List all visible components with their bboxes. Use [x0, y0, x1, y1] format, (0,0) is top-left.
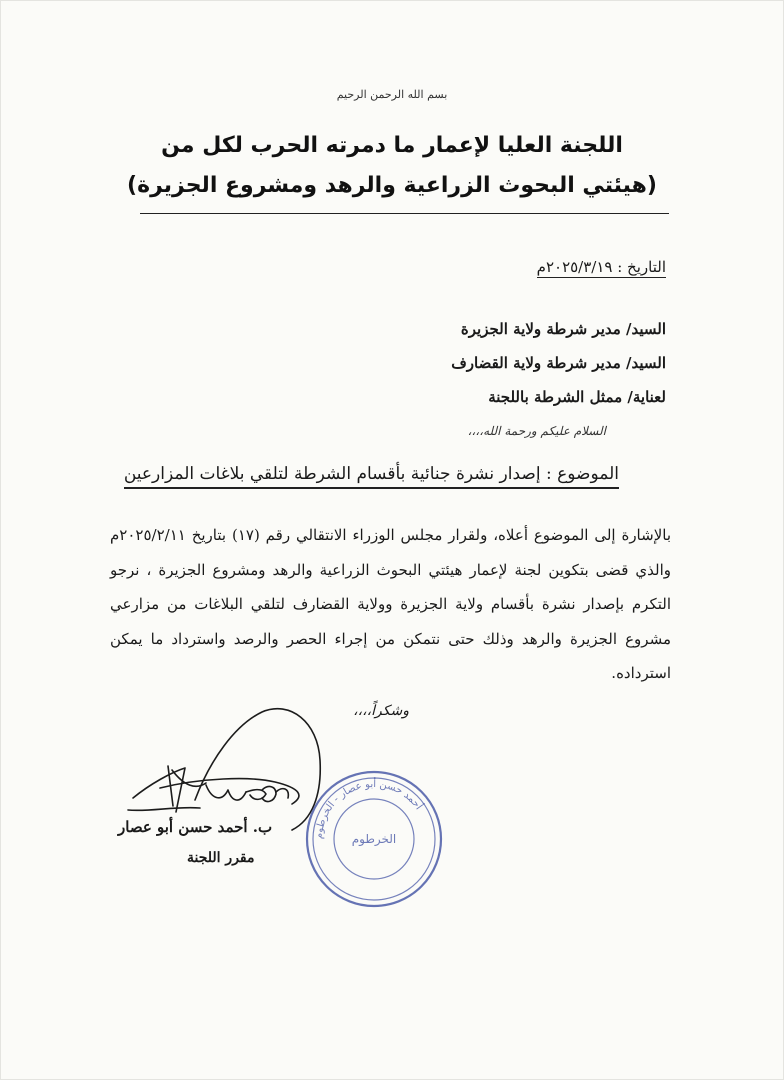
basmala: بسم الله الرحمن الرحيم	[336, 88, 448, 101]
svg-text:أحمد حسن أبو عصار - الخرطوم: أحمد حسن أبو عصار - الخرطوم	[313, 778, 424, 840]
greeting: السلام عليكم ورحمة الله،،،،	[467, 424, 606, 438]
signatory-name: ب. أحمد حسن أبو عصار	[118, 818, 273, 836]
letter-date: التاريخ : ٢٠٢٥/٣/١٩م	[536, 258, 666, 276]
recipient-gedaref-police: السيد/ مدير شرطة ولاية القضارف	[451, 354, 666, 372]
svg-text:الخرطوم: الخرطوم	[351, 832, 397, 846]
recipient-committee-police-rep: لعناية/ ممثل الشرطة باللجنة	[488, 388, 666, 406]
official-stamp	[303, 768, 445, 910]
header-divider	[140, 213, 669, 214]
subject-line: الموضوع : إصدار نشرة جنائية بأقسام الشرطة لتلقي بلاغات المزارعين	[124, 464, 619, 489]
signatory-role: مقرر اللجنة	[187, 850, 255, 866]
committee-title-line1: اللجنة العليا لإعمار ما دمرته الحرب لكل من	[161, 133, 623, 158]
closing-thanks: وشكراً،،،،	[353, 703, 409, 719]
letter-body: بالإشارة إلى الموضوع أعلاه، ولقرار مجلس الوزراء الانتقالي رقم (١٧) بتاريخ ٢٠٢٥/٢/١١م والذي قضى بتكوين لجنة لإعمار هيئتي البحوث الزراعية والرهد ومشروع الجزيرة ، نرجو التكرم بإصدار نشرة بأقسام ولاية الجزيرة وولاية القضارف لتلقي البلاغات من مزارعي مشروع الجزيرة والرهد وذلك حتى نتمكن من إجراء الحصر والرصد واسترداد ما يمكن استرداده.	[110, 526, 671, 682]
recipient-gezira-police: السيد/ مدير شرطة ولاية الجزيرة	[460, 320, 666, 338]
committee-title-line2: (هيئتي البحوث الزراعية والرهد ومشروع الجزيرة)	[127, 173, 657, 198]
